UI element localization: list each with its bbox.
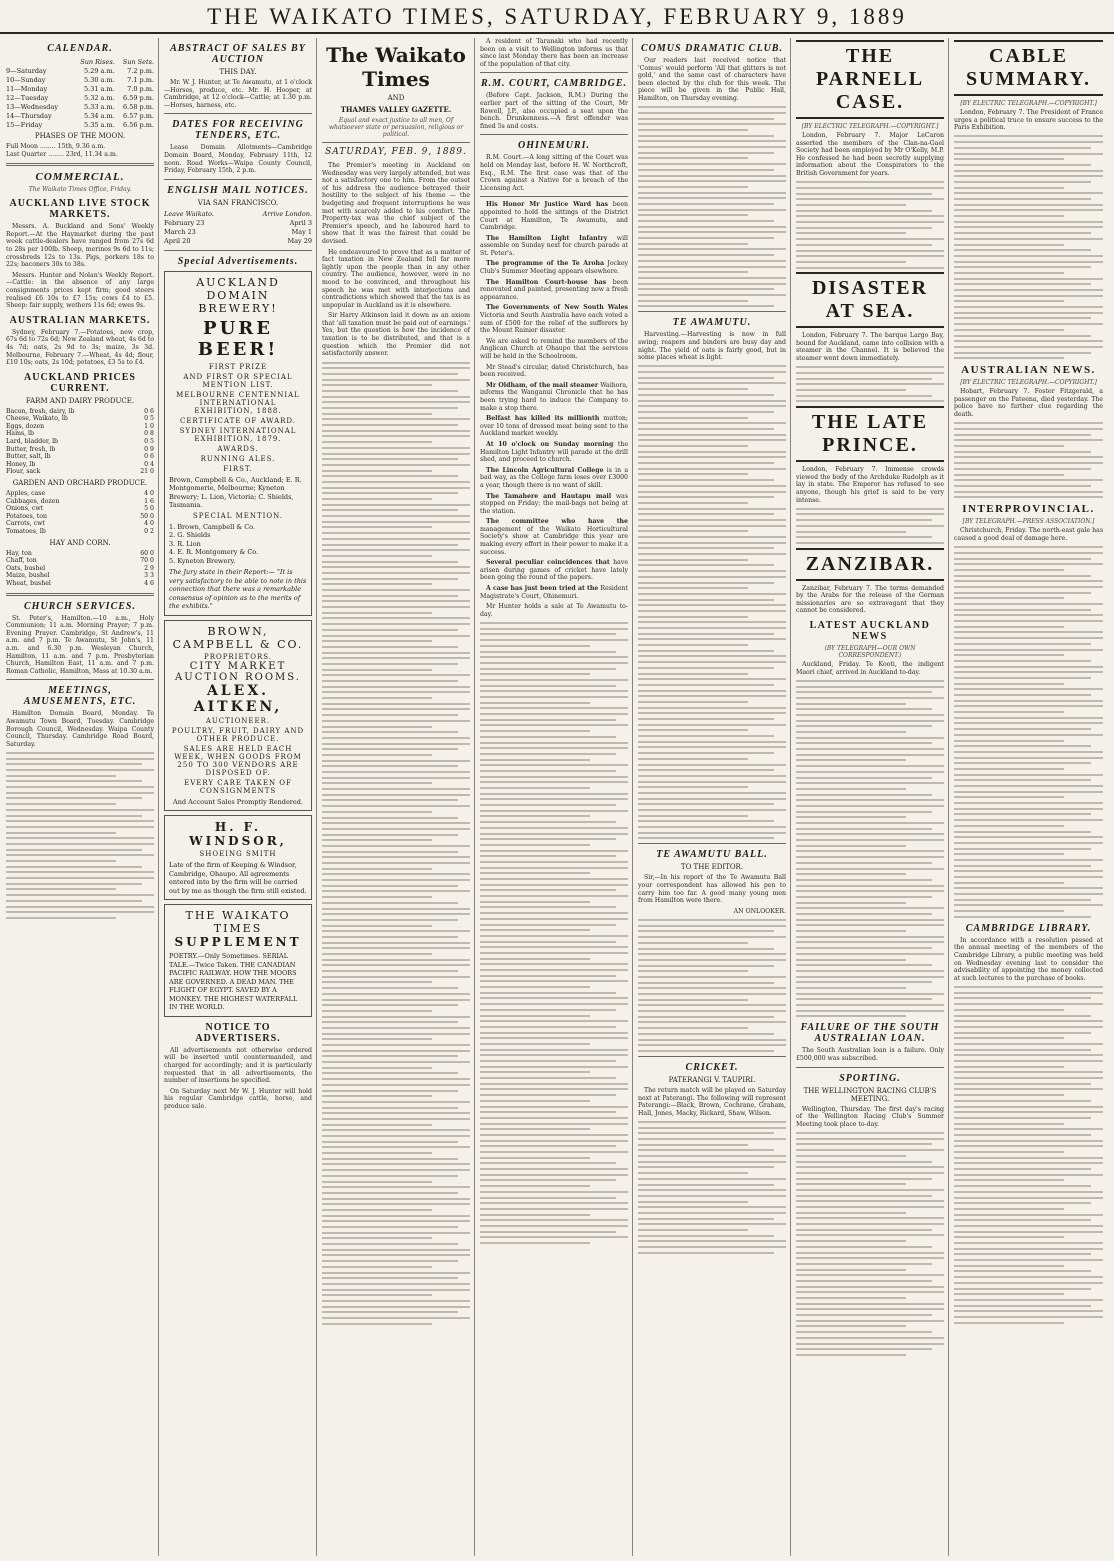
courthouse-text: been renovated and painted, presenting now a fresh appearance. xyxy=(480,278,628,301)
australian-markets-title: AUSTRALIAN MARKETS. xyxy=(9,314,151,326)
moon-phases-title: PHASES OF THE MOON. xyxy=(34,132,126,140)
calendar-row: 15—Friday 5.35 a.m. 6.56 p.m. xyxy=(6,120,154,129)
library-title: CAMBRIDGE LIBRARY. xyxy=(965,922,1092,934)
mail-table: Leave Waikato. Arrive London. February 23 April 3 March 23 May 1 April 20 May 29 xyxy=(164,210,312,246)
zanzibar-text: Zanzibar, February 7. The terms demanded by the Arabs for the release of the German missionaries are so extravagant that they cannot be considered. xyxy=(796,584,944,615)
brewery-prize-list: AND FIRST OR SPECIAL MENTION LIST. xyxy=(183,372,293,389)
cricket-title: CRICKET. xyxy=(685,1061,739,1073)
sale-text: Mr Hunter holds a sale at Te Awamutu to-day. xyxy=(480,603,628,618)
column-5 xyxy=(638,38,791,1556)
calendar-head-sets: Sun Sets. xyxy=(122,57,154,66)
ohinemuri-text: R.M. Court.—A long sitting of the Court was held on Monday last, before H. W. Northcroft, Esq., R.M. The first case was that of the Crown against a Native for a breach of the Licensing Act. xyxy=(480,154,628,192)
price-row: Carrots, cwt 4 0 xyxy=(6,520,154,528)
brewery-special-mention: SPECIAL MENTION. xyxy=(192,511,284,520)
ball-title: TE AWAMUTU BALL. xyxy=(656,849,768,861)
australian-markets-text: Sydney, February 7.—Potatoes, new crop, 67s 6d to 72s 6d; New Zealand wheat, 4s 6d to 4s 7d; oats, 2s 9d to 3s; maize, 3s 3d. Melbourne, February 7.—Wheat, 4s 4d; flour, £10 10s; oats, 2s 10d; potatoes, £3 5s to £4. xyxy=(6,328,154,367)
failure-text: The South Australian loan is a failure. Only £500,000 was subscribed. xyxy=(796,1047,944,1062)
parnell-text: London, February 7. Major LeCaron asserted the members of the Clan-na-Gael Society had been employed by Mr O'Kelly, M.P. He confessed he had been secretly supplying information about the Conspirators to the British Government for years. xyxy=(796,132,944,177)
windsor-role: SHOEING SMITH xyxy=(199,850,277,859)
lincoln-text: is in a bad way, as the College farm loses over £3000 a year, though there is no want of skill. xyxy=(480,466,629,489)
tamahere-title: The Tamahere and Hautapu mail xyxy=(486,492,612,500)
calendar-row: 9—Saturday 5.29 a.m. 7.2 p.m. xyxy=(6,66,154,75)
oldham-title: Mr Oldham, of the mail steamer xyxy=(486,381,599,389)
windsor-text: Late of the firm of Keeping & Windsor, Cambridge, Ohaupo. All agreements entered into by the firm will be carried out by me as though the firm still existed. xyxy=(169,861,307,895)
commercial-dateline: The Waikato Times Office, Friday. xyxy=(28,186,132,194)
meetings-title: MEETINGS, AMUSEMENTS, ETC. xyxy=(23,685,137,708)
ward-text: been appointed to hold the sittings of the District Court at Hamilton, Te Awamutu, and Cambridge. xyxy=(480,201,628,232)
latest-title: LATEST AUCKLAND NEWS xyxy=(809,619,931,642)
columns xyxy=(6,38,1108,1556)
tenders-text: Lease Domain Allotments—Cambridge Domain Board, Monday, February 11th, 12 noon. Road Works—Waipa County Council, Friday, February 15th, 2 p.m. xyxy=(164,144,312,175)
ball-to-editor: TO THE EDITOR. xyxy=(680,863,744,872)
price-row: Honey, lb 0 4 xyxy=(6,460,154,468)
infantry-text: will assemble on Sunday next for church parade at St. Peter's. xyxy=(480,234,629,257)
special-ads-title: Special Advertisements. xyxy=(177,255,299,267)
brewery-prize: FIRST PRIZE xyxy=(208,362,268,371)
brewery-firms: Brown, Campbell & Co., Auckland; E. R. Montgomerie, Melbourne; Kyneton Brewery; L. Lion, Victoria; C. Shields, Tasmania. xyxy=(169,475,302,510)
brewery-exhibition-2: SYDNEY INTERNATIONAL EXHIBITION, 1879. xyxy=(179,426,297,443)
latest-text: Auckland, Friday. Te Kooti, the indigent Maori chief, arrived in Auckland to-day. xyxy=(796,660,944,676)
comus-text: Our readers last received notice that 'Comus' would perform 'All that glitters is not gold,' and the same cast of characters have been elected by the club for this week. The piece will be given in the Public Hall, Hamilton, on Thursday evening. xyxy=(638,57,786,102)
price-row: Butter, fresh, lb 0 9 xyxy=(6,445,154,453)
supplement-ad xyxy=(164,904,312,1017)
mails-title: ENGLISH MAIL NOTICES. xyxy=(167,184,309,196)
column-2 xyxy=(164,38,317,1556)
mail-row: February 23 April 3 xyxy=(164,219,312,228)
mart-auctioneer: ALEX. AITKEN, xyxy=(193,682,283,715)
windsor-ad xyxy=(164,815,312,900)
mart-sales: SALES ARE HELD EACH WEEK, WHEN GOODS FROM 250 TO 300 VENDORS ARE DISPOSED OF. xyxy=(174,744,302,777)
oldham-text: Waihora, informs the Wanganui Chronicle that he has been trying hard to induce the Company to make a stop there. xyxy=(480,381,629,412)
last-quarter: Last Quarter ........ 23rd, 11.34 a.m. xyxy=(6,150,118,158)
taranaki-item: A resident of Taranaki who had recently been on a visit to Wellington informs us that since last Monday there has been an increase of the population of that city. xyxy=(480,38,628,68)
brewery-mention-list: 1. Brown, Campbell & Co. 2. G. Shields 3. R. Lion 4. E. R. Montgomery & Co. 5. Kyneton Brewery. xyxy=(169,522,259,565)
notice-closing: On Saturday next Mr W. J. Hunter will hold his regular Cambridge cattle, horse, and produce sale. xyxy=(164,1087,312,1110)
calendar-head-rises: Sun Rises. xyxy=(80,57,115,66)
price-row: Cabbages, dozen 1 6 xyxy=(6,497,154,505)
aroha-title: The programme of the Te Aroha xyxy=(486,260,604,268)
calendar-table xyxy=(6,57,154,129)
ball-signature: AN ONLOOKER. xyxy=(733,907,786,915)
parnell-title: THE PARNELL CASE. xyxy=(796,40,944,119)
price-row: Maize, bushel 3 3 xyxy=(6,572,154,580)
livestock-title: AUCKLAND LIVE STOCK MARKETS. xyxy=(9,198,151,221)
brewery-jury: The Jury state in their Report:— "It is very satisfactory to be able to note in this connection that there was a remarkable consensus of opinion as to the merits of the exhibits." xyxy=(169,568,307,611)
lincoln-title: The Lincoln Agricultural College xyxy=(486,466,604,474)
supplement-contents: POETRY.—Only Sometimes. SERIAL TALE.—Twice Taken. THE CANADIAN PACIFIC RAILWAY. HOW THE MOORS ARE GOVERNED. A DEAD MAN. THE FLIGHT OF EGYPT. SAVED BY A MONKEY. THE HIGHEST WATERFALL IN THE WORLD. xyxy=(169,952,298,1012)
latest-credit: (BY TELEGRAPH—OUR OWN CORRESPONDENT.) xyxy=(824,644,916,659)
case-title: A case has just been tried at the xyxy=(486,585,599,593)
cable-title: CABLE SUMMARY. xyxy=(954,40,1103,96)
committee-title: The committee who have the xyxy=(486,518,628,526)
abstract-text: Mr. W. J. Hunter, at Te Awamutu, at 1 o'clock—Horses, produce, etc. Mr. H. Hooper, at Cambridge, at 12 o'clock—Cattle; at 1.30 p.m.—Horses, harness, etc. xyxy=(164,79,312,109)
case-text: Resident Magistrate's Court, Ohinemuri. xyxy=(480,585,628,600)
failure-title: FAILURE OF THE SOUTH AUSTRALIAN LOAN. xyxy=(800,1022,940,1045)
nameplate-motto: Equal and exact justice to all men, Of whatsoever state or persuasion, religious or political. xyxy=(328,117,464,138)
sporting-title: SPORTING. xyxy=(839,1072,901,1084)
interprovincial-text: Christchurch, Friday. The north-east gale has caused a good deal of damage here. xyxy=(954,527,1103,542)
comus-title: COMUS DRAMATIC CLUB. xyxy=(641,43,783,54)
farm-price-list xyxy=(6,408,154,476)
price-row: Onions, cwt 5 0 xyxy=(6,505,154,513)
ball-text: Sir,—In his report of the Te Awamutu Ball your correspondent has allowed his pen to carry him too far. A good many young men from Hamilton were there. xyxy=(638,874,786,905)
cricket-text: The return match will be played on Saturday next at Paterangi. The following will represent Paterangi:—Black, Brown, Cochrane, Graham, Hall, Jones, Macky, Rickard, Shaw, Wilson. xyxy=(638,1086,786,1117)
church-services-text: St. Peter's, Hamilton.—10 a.m., Holy Communion; 11 a.m. Morning Prayer; 7 p.m. Evening Prayer. Cambridge, St Andrew's, 11 a.m. and 7 p.m. Te Awamutu, St John's, 11 a.m. and 6.30 p.m. Wesleyan Church, Hamilton, 11 a.m. and 7 p.m. Presbyterian Church, Hamilton East, 11 a.m. and 7 p.m. Roman Catholic, Hamilton, Mass at 10.30 a.m. xyxy=(6,614,154,675)
prices-current-title: AUCKLAND PRICES CURRENT. xyxy=(24,371,136,394)
city-mart-ad xyxy=(164,620,312,812)
column-3 xyxy=(322,38,475,1556)
infantry-title: The Hamilton Light Infantry xyxy=(486,234,608,242)
zanzibar-title: ZANZIBAR. xyxy=(796,548,944,581)
australian-news-title: AUSTRALIAN NEWS. xyxy=(961,364,1096,377)
ohinemuri-title: OHINEMURI. xyxy=(518,140,590,152)
courthouse-title: The Hamilton Court-house has xyxy=(486,278,607,286)
cable-text: London, February 7. The President of France urges a political truce to ensure success to the Paris Exhibition. xyxy=(954,109,1103,132)
rm-court-title: R.M. COURT, CAMBRIDGE. xyxy=(480,78,628,90)
nameplate: The Waikato Times xyxy=(326,43,466,91)
brewery-first: FIRST. xyxy=(223,464,253,473)
garden-price-list xyxy=(6,490,154,536)
mail-row: April 20 May 29 xyxy=(164,237,312,246)
interprovincial-credit: [BY TELEGRAPH.—PRESS ASSOCIATION.] xyxy=(962,518,1095,526)
price-row: Cheese, Waikato, lb 0 5 xyxy=(6,415,154,423)
brewery-exhibition-1: MELBOURNE CENTENNIAL INTERNATIONAL EXHIBITION, 1888. xyxy=(176,390,300,415)
supplement-title: THE WAIKATO TIMES xyxy=(185,909,291,936)
stead-text: Mr Stead's circular, dated Christchurch, has been received. xyxy=(480,363,628,379)
commercial-title: COMMERCIAL. xyxy=(35,171,125,184)
disaster-text: London, February 7. The barque Largo Bay, bound for Auckland, came into collision with a steamer in the Channel. It is believed the steamer went down immediately. xyxy=(796,332,944,363)
notice-text: All advertisements not otherwise ordered will be inserted until countermanded, and charged for accordingly; and it is particularly requested that in all advertisements, the number of insertions be specified. xyxy=(164,1046,312,1085)
prince-text: London, February 7. Immense crowds viewed the body of the Archduke Rudolph as it lay in state. The Emperor has refused to see anyone, though his grief is said to be very intense. xyxy=(796,466,944,504)
brewery-ad xyxy=(164,271,312,616)
cable-credit: [BY ELECTRIC TELEGRAPH.—COPYRIGHT.] xyxy=(960,100,1097,107)
brewery-line-3: PURE BEER! xyxy=(197,317,279,360)
garden-produce-title: GARDEN AND ORCHARD PRODUCE. xyxy=(12,479,148,488)
mart-consign: EVERY CARE TAKEN OF CONSIGNMENTS xyxy=(184,778,292,795)
mart-auctioneer-title: AUCTIONEER. xyxy=(205,716,271,725)
editorial-p3: Sir Harry Atkinson laid it down as an axiom that 'all taxation must be paid out of earnings.' Yes, but the question is how the incidence of taxation is to be distributed, and that is a question which the Premier did not satisfactorily answer. xyxy=(322,312,470,358)
brewery-line-1: AUCKLAND DOMAIN xyxy=(196,275,280,302)
ward-title: His Honor Mr Justice Ward has xyxy=(486,201,608,209)
interprovincial-title: INTERPROVINCIAL. xyxy=(962,503,1095,516)
parnell-credit: [BY ELECTRIC TELEGRAPH.—COPYRIGHT.] xyxy=(801,123,939,130)
brewery-certificate: CERTIFICATE OF AWARD. xyxy=(179,416,297,425)
column-1 xyxy=(6,38,159,1556)
disaster-title: DISASTER AT SEA. xyxy=(796,272,944,328)
calendar-row: 12—Tuesday 5.32 a.m. 6.59 p.m. xyxy=(6,93,154,102)
windsor-name: H. F. WINDSOR, xyxy=(189,820,287,849)
price-row: Oats, bushel 2 9 xyxy=(6,564,154,572)
tamahere-text: was stopped on Friday; the mail-bags not being at the station. xyxy=(480,492,628,515)
brewery-awards: AWARDS. xyxy=(217,444,259,453)
tenders-title: DATES FOR RECEIVING TENDERS, ETC. xyxy=(172,119,304,142)
te-awamutu-text: Harvesting.—Harvesting is now in full swing; reapers and binders are busy day and night. The yield of oats is fairly good, but in some places wheat is light. xyxy=(638,331,786,362)
committee-text: management of the Waikato Horticultural Society's show at Cambridge this year are making every effort in their power to make it a success. xyxy=(480,525,628,556)
sporting-text: Wellington, Thursday. The first day's racing of the Wellington Racing Club's Summer Meeting took place to-day. xyxy=(796,1105,944,1128)
coincidence-title: Several peculiar coincidences that xyxy=(486,559,610,567)
belfast-text: mutton; over 10 tons of dressed meat being sent to the Auckland market weekly. xyxy=(480,415,628,438)
column-4 xyxy=(480,38,633,1556)
calendar-row: 14—Thursday 5.34 a.m. 6.57 p.m. xyxy=(6,111,154,120)
farm-produce-title: FARM AND DAIRY PRODUCE. xyxy=(25,396,135,405)
price-row: Hay, ton 60 0 xyxy=(6,549,154,557)
price-row: Tomatoes, lb 0 2 xyxy=(6,528,154,535)
nameplate-and: AND xyxy=(387,94,405,102)
brewery-running-ales: RUNNING ALES. xyxy=(200,454,276,463)
price-row: Flour, sack 21 0 xyxy=(6,468,154,476)
abstract-title: ABSTRACT OF SALES BY AUCTION xyxy=(170,43,306,65)
editorial-date: SATURDAY, FEB. 9, 1889. xyxy=(325,147,467,157)
nsw-title: The Governments of New South Wales xyxy=(486,304,628,312)
price-row: Lard, bladder, lb 0 5 xyxy=(6,438,154,446)
masthead xyxy=(0,4,1114,34)
price-row: Wheat, bushel 4 6 xyxy=(6,579,154,587)
mart-produce: POULTRY, FRUIT, DAIRY AND OTHER PRODUCE. xyxy=(171,726,305,743)
ten-oclock-title: At 10 o'clock on Sunday morning xyxy=(486,440,614,448)
column-7 xyxy=(954,38,1107,1556)
supplement-sub: SUPPLEMENT xyxy=(174,935,302,950)
price-row: Bacon, fresh, dairy, lb 0 6 xyxy=(6,407,154,415)
remind-text: We are asked to remind the members of the Anglican Church at Ohaupo that the services will be held in the Schoolroom. xyxy=(480,337,628,360)
notice-title: NOTICE TO ADVERTISERS. xyxy=(195,1021,281,1044)
price-row: Chaff, ton 70 0 xyxy=(6,557,154,565)
calendar-row: 11—Monday 5.31 a.m. 7.0 p.m. xyxy=(6,84,154,93)
calendar-row: 13—Wednesday 5.33 a.m. 6.58 p.m. xyxy=(6,102,154,111)
price-row: Eggs, dozen 1 0 xyxy=(6,422,154,430)
mart-city: CITY MARKET AUCTION ROOMS. xyxy=(175,660,301,683)
mart-firm: BROWN, CAMPBELL & CO. xyxy=(172,624,304,651)
editorial-p1: The Premier's meeting in Auckland on Wednesday was very largely attended, but was not a satisfactory one to him. From the outset of his address the audience betrayed their hostility to the subject of his theme — the budgeting and frequent interruptions he was met with scarcely added to his comfort. The Property-tax was the chief subject of the Premier's speech, and he laboured hard to show that it was the fairest that could be devised. xyxy=(322,162,470,245)
masthead-title: THE WAIKATO TIMES, SATURDAY, FEBRUARY 9, 1889 xyxy=(207,4,907,29)
mails-via: VIA SAN FRANCISCO. xyxy=(197,198,279,207)
meetings-text: Hamilton Domain Board, Monday. Te Awamutu Town Board, Tuesday. Cambridge Borough Council, Wednesday. Waipa County Council, Thursday. Cambridge Road Board, Saturday. xyxy=(6,710,154,748)
price-row: Apples, case 4 0 xyxy=(6,490,154,498)
australian-news-credit: [BY ELECTRIC TELEGRAPH.—COPYRIGHT.] xyxy=(960,379,1097,387)
coincidence-text: have arisen during games of cricket have lately been going the round of the papers. xyxy=(480,559,628,582)
nameplate-sub: THAMES VALLEY GAZETTE. xyxy=(340,105,452,114)
calendar-title: CALENDAR. xyxy=(47,43,113,54)
hay-price-list xyxy=(6,550,154,588)
brewery-line-2: BREWERY! xyxy=(198,301,278,315)
livestock-report-2: Messrs. Hunter and Nolan's Weekly Report.—Cattle: in the absence of any large consignments prices kept firm; good steers realised £6 10s to £7 15s; cows £4 to £5. Sheep: fair supply, wethers 11s 6d; ewes 9s. xyxy=(6,271,154,310)
cricket-sub: PATERANGI V. TAUPIRI. xyxy=(668,1075,756,1084)
hay-corn-title: HAY AND CORN. xyxy=(49,538,111,547)
abstract-day: THIS DAY. xyxy=(219,68,257,76)
price-row: Hams, lb 0 8 xyxy=(6,430,154,438)
aroha-text: Jockey Club's Summer Meeting appears elsewhere. xyxy=(480,260,628,276)
nsw-text: Victoria and South Australia have each voted a sum of £500 for the relief of the sufferers by the Mount Rainier disaster. xyxy=(480,312,628,335)
livestock-report-1: Messrs. A. Buckland and Sons' Weekly Report.—At the Haymarket during the past week cattle-dealers have ranged from 27s 6d to 28s per 100lb. Sheep, merinos 9s 6d to 11s; crossbreds 12s to 13s. Pigs, porkers 18s to 22s; baconers 30s to 38s. xyxy=(6,223,154,269)
australian-news-text: Hobart, February 7. Foster Fitzgerald, a passenger on the Pateena, died yesterday. The police have no further clue regarding the death. xyxy=(954,388,1103,419)
te-awamutu-title: TE AWAMUTU. xyxy=(672,317,752,329)
price-row: Potatoes, ton 50 0 xyxy=(6,512,154,520)
calendar-row: 10—Sunday 5.30 a.m. 7.1 p.m. xyxy=(6,75,154,84)
mart-proprietors: PROPRIETORS. xyxy=(203,652,273,661)
mail-row: March 23 May 1 xyxy=(164,228,312,237)
belfast-title: Belfast has killed its millionth xyxy=(486,415,600,423)
church-services-title: CHURCH SERVICES. xyxy=(24,600,136,612)
editorial-p2: He endeavoured to prove that as a matter of fact taxation in New Zealand fell far more lightly upon the people than in any other country. The audience, however, were in no mood to be convinced, and throughout his speech he was met with interjections and contradictions which showed that the tax is as unpopular in Auckland as it is elsewhere. xyxy=(322,248,470,309)
column-6 xyxy=(796,38,949,1556)
ten-oclock-text: the Hamilton Light Infantry will parade at the drill shed, and proceed to church. xyxy=(480,440,628,464)
library-text: In accordance with a resolution passed at the annual meeting of the members of the Cambridge Library, a public meeting was held on Wednesday evening last to consider the advisability of appointing the money collected at such lectures to the purchase of books. xyxy=(954,936,1103,982)
full-moon: Full Moon ........ 15th, 9.36 a.m. xyxy=(6,143,106,150)
sporting-sub: THE WELLINGTON RACING CLUB'S MEETING. xyxy=(803,1086,937,1103)
price-row: Butter, salt, lb 0 6 xyxy=(6,453,154,461)
mart-account: And Account Sales Promptly Rendered. xyxy=(173,797,303,806)
rm-court-text: (Before Capt. Jackson, R.M.) During the earlier part of the sitting of the Court, Mr Rowell, J.P., also occupied a seat upon the bench. Drunkenness.—A first offender was fined 5s and costs. xyxy=(480,92,628,130)
prince-title: THE LATE PRINCE. xyxy=(796,406,944,462)
